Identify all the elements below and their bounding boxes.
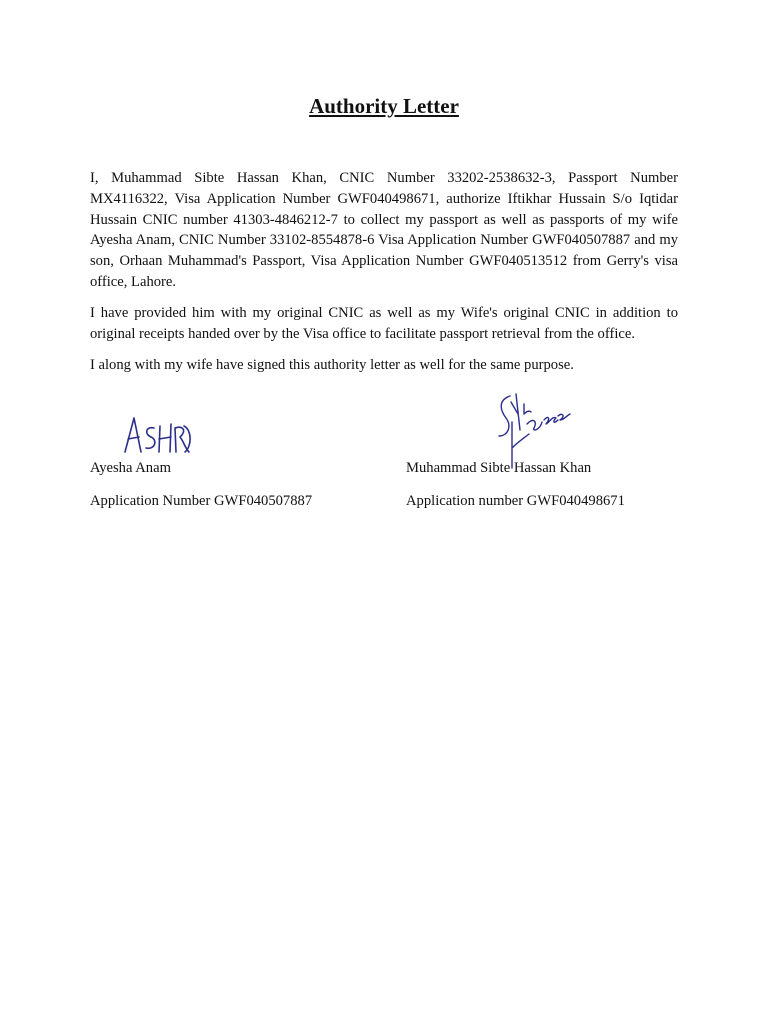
paragraph-signed: I along with my wife have signed this authority letter as well for the same purpose. — [90, 357, 574, 374]
paragraph-authorization: I, Muhammad Sibte Hassan Khan, CNIC Number 33202-2538632-3, Passport Number MX4116322, Visa Application Number GWF040498671, authorize Iftikhar Hussain S/o Iqtidar Hussain CNIC number 41303-4846212-7 to collect my passport as well as passports of my wife Ayesha Anam, CNIC Number 33102-8554878-6 Visa Application Number GWF040507887 and my son, Orhaan Muhammad's Passport, Visa Application Number GWF040513512 from Gerry's visa office, Lahore. — [90, 170, 678, 290]
paragraph-documents-provided: I have provided him with my original CNIC as well as my Wife's original CNIC in addition to original receipts handed over by the Visa office to facilitate passport retrieval from the office. — [90, 305, 678, 343]
signatory-application-ayesha-anam: Application Number GWF040507887 — [90, 493, 313, 509]
document-title: Authority Letter — [309, 94, 459, 118]
signatory-application-muhammad-sibte-hassan-khan: Application number GWF040498671 — [406, 493, 625, 509]
signatory-name-muhammad-sibte-hassan-khan: Muhammad Sibte Hassan Khan — [406, 460, 592, 476]
signature-ayesha-anam — [122, 412, 194, 456]
signatory-name-ayesha-anam: Ayesha Anam — [90, 460, 171, 476]
letter-body — [90, 168, 678, 387]
